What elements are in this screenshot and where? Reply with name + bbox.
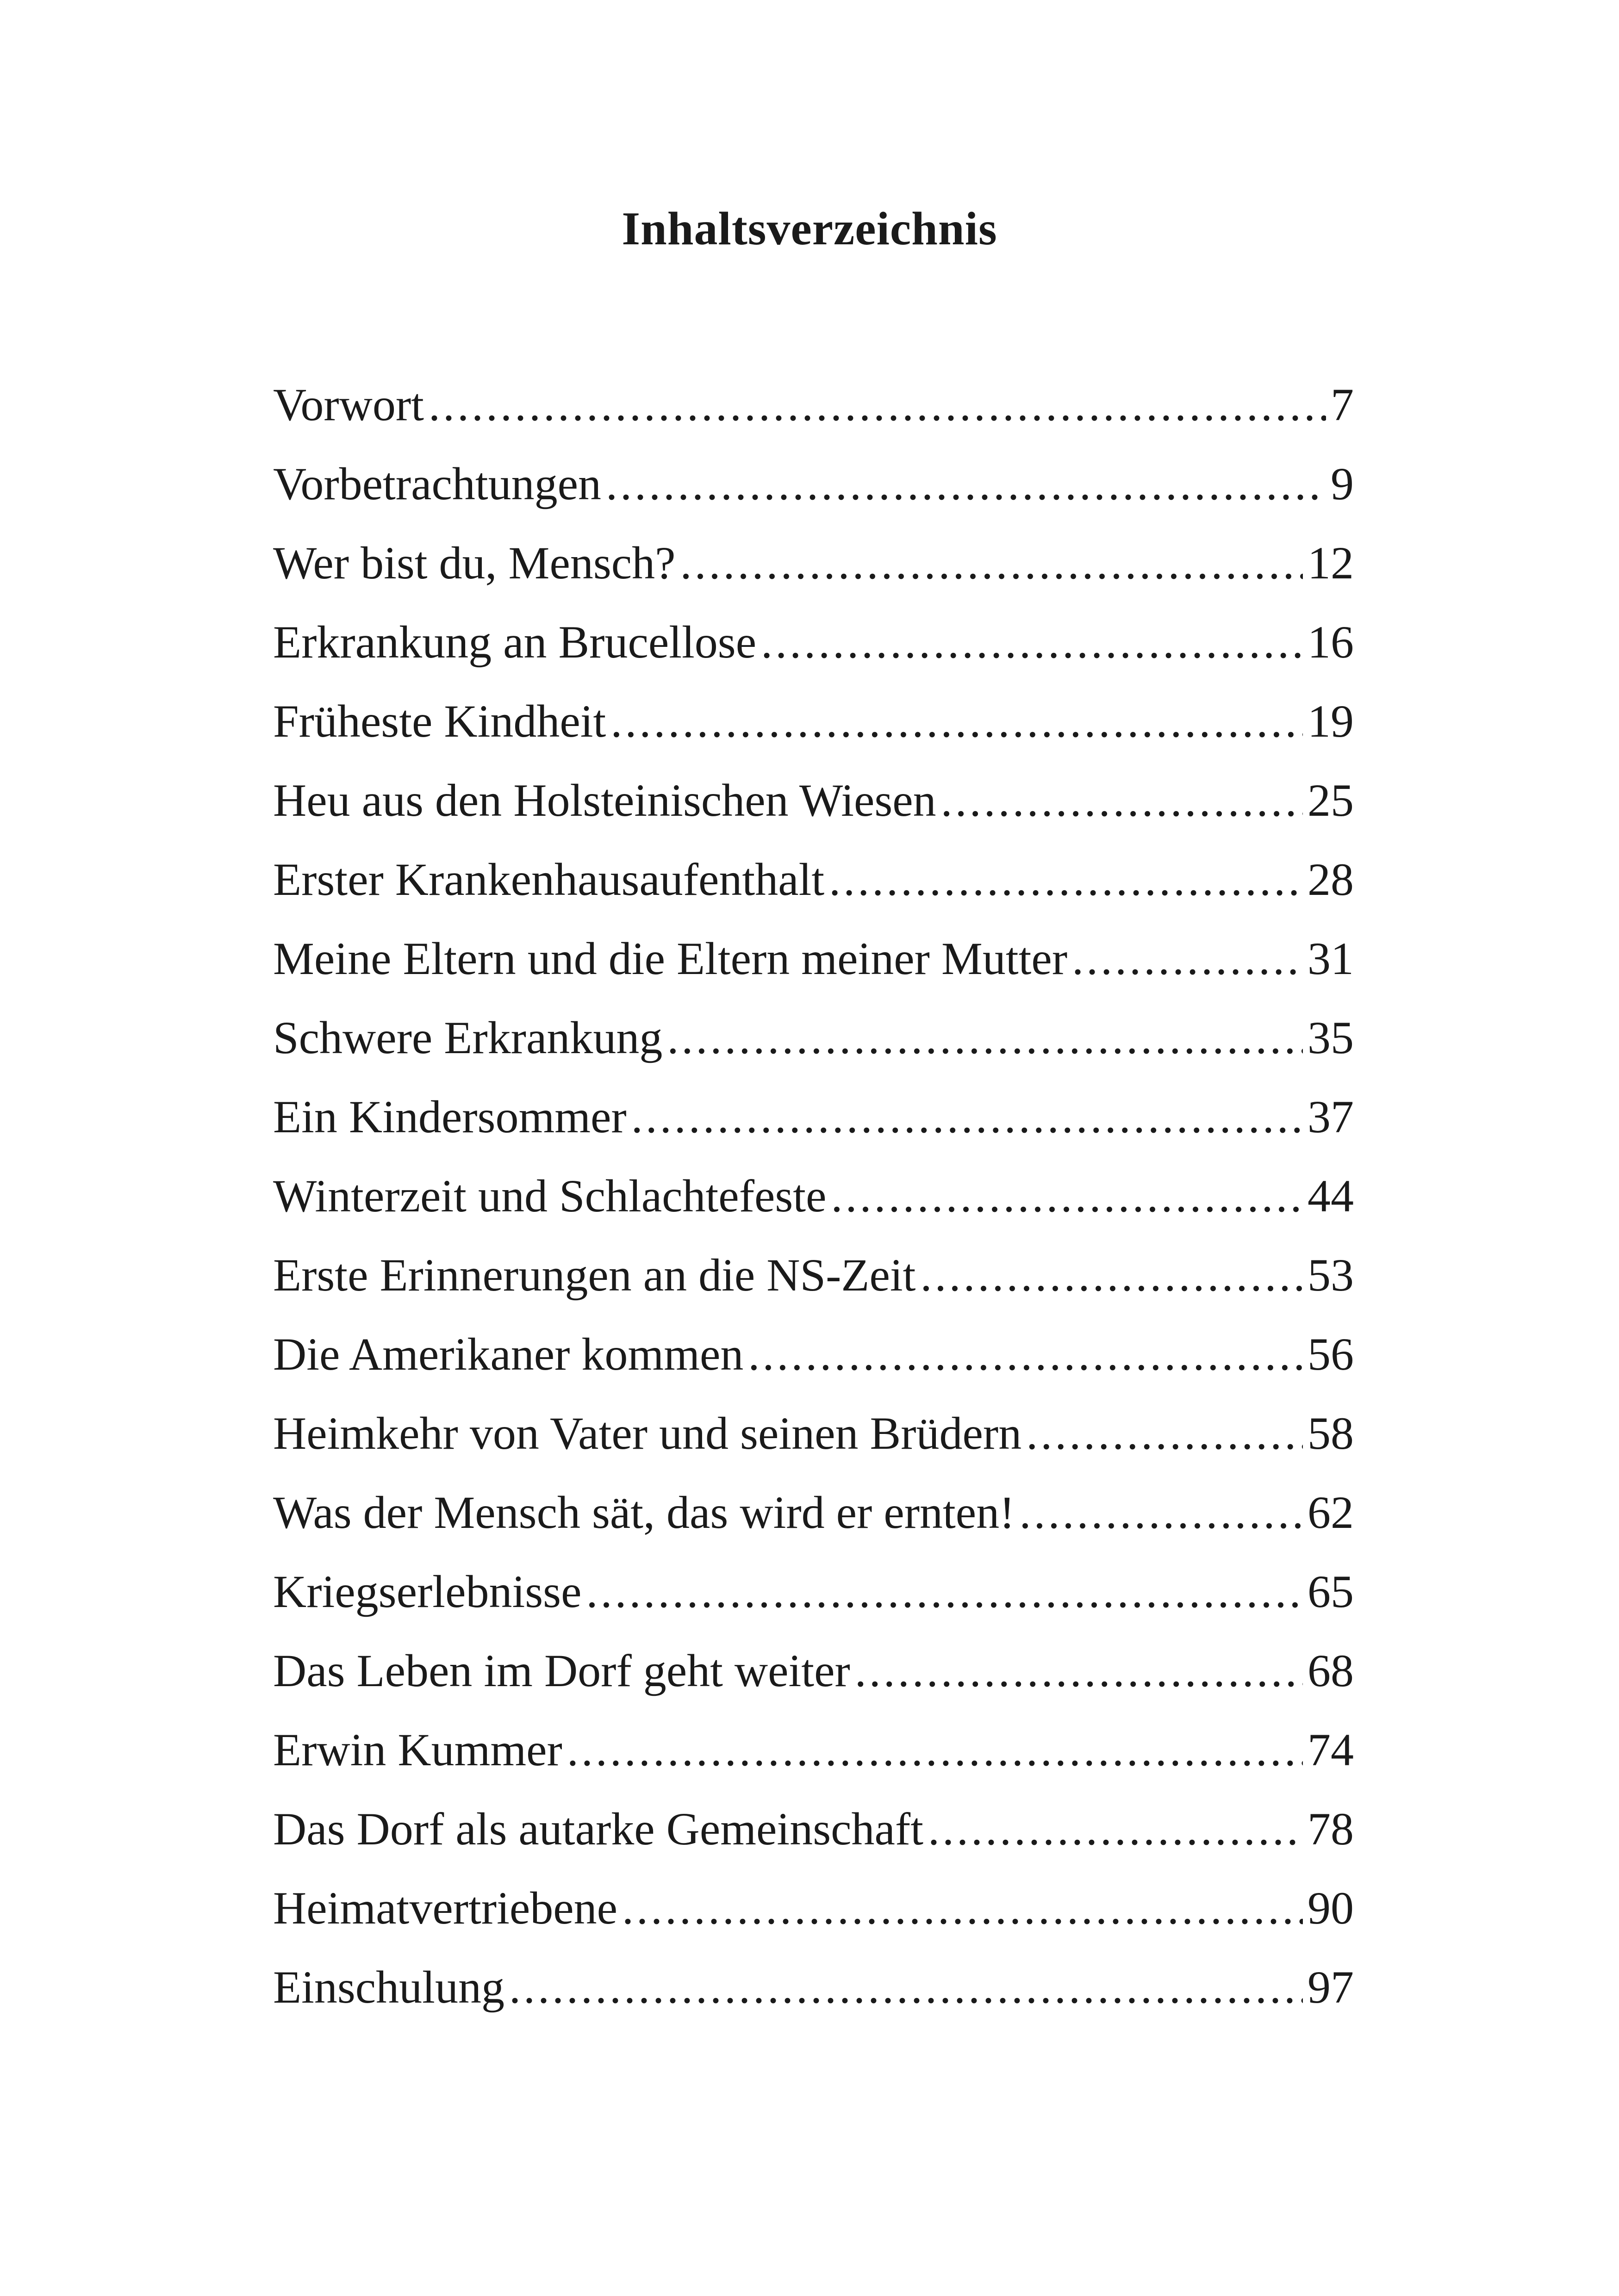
toc-entry-title: Erste Erinnerungen an die NS-Zeit [273,1249,916,1301]
toc-entry-page: 44 [1308,1170,1354,1222]
toc-entry-title: Die Amerikaner kommen [273,1328,744,1380]
toc-entry-page: 12 [1308,537,1354,589]
toc-entry-page: 16 [1308,616,1354,668]
toc-entry-page: 19 [1308,695,1354,747]
dot-leader [610,691,1303,751]
toc-entry-page: 37 [1308,1091,1354,1142]
toc-entry-page: 65 [1308,1566,1354,1617]
toc-entry [273,1483,1354,1562]
toc-entry-title: Vorbetrachtungen [273,458,602,509]
toc-entry [273,1562,1354,1641]
dot-leader [1026,1403,1303,1464]
toc-entry-title: Früheste Kindheit [273,695,606,747]
toc-entry-page: 78 [1308,1803,1354,1855]
toc-entry-title: Heimkehr von Vater und seinen Brüdern [273,1408,1022,1459]
dot-leader [567,1720,1303,1780]
toc-entry-title: Schwere Erkrankung [273,1012,663,1063]
toc-entry-page: 28 [1308,854,1354,905]
toc-entry [273,612,1354,691]
dot-leader [631,1087,1303,1147]
toc-entry-title: Einschulung [273,1961,504,2013]
toc-entry-page: 56 [1308,1328,1354,1380]
dot-leader [1072,929,1303,989]
toc-entry-page: 35 [1308,1012,1354,1063]
toc-entry-page: 62 [1308,1487,1354,1538]
toc-entry-title: Das Leben im Dorf geht weiter [273,1645,850,1696]
dot-leader [855,1641,1303,1701]
dot-leader [622,1878,1303,1938]
toc-entry-title: Ein Kindersommer [273,1091,627,1142]
toc-entry-title: Vorwort [273,379,424,430]
toc-entry [273,1799,1354,1878]
toc-entry-page: 97 [1308,1961,1354,2013]
toc-entry-title: Kriegserlebnisse [273,1566,582,1617]
dot-leader [509,1957,1303,2017]
dot-leader [667,1008,1303,1068]
toc-entry [273,1720,1354,1799]
toc-entry-page: 9 [1331,458,1354,509]
toc-entry [273,1878,1354,1957]
toc-entry-page: 90 [1308,1882,1354,1934]
dot-leader [748,1324,1303,1384]
dot-leader [829,850,1303,910]
toc-entry-title: Heimatvertriebene [273,1882,618,1934]
toc-entry-title: Was der Mensch sät, das wird er ernten! [273,1487,1015,1538]
toc-entry-page: 7 [1331,379,1354,430]
toc-entry [273,1641,1354,1720]
toc-entry [273,1008,1354,1087]
toc-entry [273,929,1354,1008]
toc-entry-title: Das Dorf als autarke Gemeinschaft [273,1803,923,1855]
dot-leader [928,1799,1303,1859]
page-title: Inhaltsverzeichnis [622,203,997,255]
toc-entry-page: 74 [1308,1724,1354,1775]
dot-leader [1020,1483,1303,1543]
toc-entry [273,1166,1354,1245]
dot-leader [761,612,1303,672]
toc-entry [273,1087,1354,1166]
toc-entry-page: 53 [1308,1249,1354,1301]
dot-leader [920,1245,1303,1305]
toc-entry [273,375,1354,454]
toc-entry [273,1403,1354,1483]
toc-entry [273,1245,1354,1324]
toc-entry-page: 31 [1308,933,1354,984]
toc-entry-page: 25 [1308,775,1354,826]
toc-entry-title: Winterzeit und Schlachtefeste [273,1170,827,1222]
toc-entry-title: Erkrankung an Brucellose [273,616,757,668]
toc-entry [273,770,1354,850]
toc-entry [273,691,1354,770]
dot-leader [680,533,1303,593]
table-of-contents [273,375,1354,2036]
toc-entry-title: Erwin Kummer [273,1724,562,1775]
dot-leader [606,454,1326,514]
toc-entry-page: 68 [1308,1645,1354,1696]
toc-entry [273,454,1354,533]
dot-leader [429,375,1326,435]
dot-leader [586,1562,1303,1622]
toc-entry [273,1957,1354,2036]
dot-leader [831,1166,1303,1226]
toc-entry [273,850,1354,929]
toc-entry [273,533,1354,612]
toc-entry-title: Wer bist du, Mensch? [273,537,676,589]
dot-leader [941,770,1303,831]
toc-entry-title: Heu aus den Holsteinischen Wiesen [273,775,936,826]
toc-entry-title: Erster Krankenhausaufenthalt [273,854,825,905]
toc-entry [273,1324,1354,1403]
toc-entry-page: 58 [1308,1408,1354,1459]
toc-entry-title: Meine Eltern und die Eltern meiner Mutter [273,933,1068,984]
